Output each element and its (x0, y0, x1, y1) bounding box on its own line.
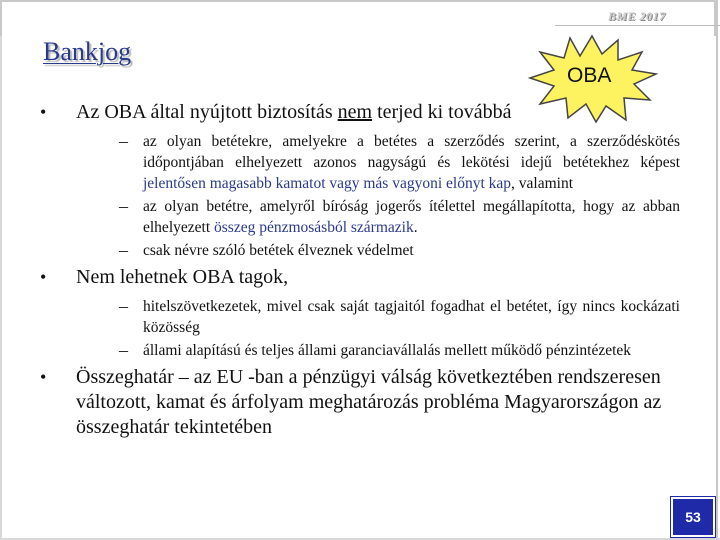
sub-bullet-item (76, 340, 680, 361)
bullet-text-end: terjed ki továbbá (372, 101, 512, 123)
sub-bullet-text: csak névre szóló betétek élveznek védelmet (143, 242, 414, 259)
sub-bullet-item (76, 131, 680, 194)
slide-title: Bankjog (43, 37, 132, 66)
slide-frame-right (716, 0, 718, 540)
sub-bullet-item (76, 240, 680, 261)
bullet-text: Összeghatár – az EU -ban a pénzügyi válság következtében rendszeresen változott, kamat és árfolyam meghatározás probléma Magyarországon az összeghatár tekintetében (76, 366, 662, 438)
sub-bullet-mark: – (119, 340, 128, 360)
bullet-mark: • (40, 102, 47, 122)
sub-bullet-text: az olyan betétre, amelyről bíróság jogerős ítélettel megállapította, hogy az abban elhelyezett (143, 198, 680, 236)
sub-bullet-list (76, 296, 680, 361)
sub-bullet-highlight: jelentősen magasabb kamatot vagy más vagyoni előnyt kap (143, 175, 512, 192)
bullet-mark: • (40, 267, 47, 287)
sub-bullet-mark: – (119, 240, 128, 260)
bullet-text: Nem lehetnek OBA tagok, (76, 266, 289, 288)
slide-frame-left (0, 0, 2, 540)
page-number-box (671, 497, 715, 537)
bullet-list (40, 100, 680, 444)
header-rule (555, 25, 720, 26)
sub-bullet-text: hitelszövetkezetek, mivel csak saját tagjaitól fogadhat el betétet, így nincs kockázati közösség (143, 298, 680, 336)
sub-bullet-mark: – (119, 296, 128, 316)
bullet-item (40, 365, 680, 440)
sub-bullet-text: állami alapítású és teljes állami garanciavállalás mellett működő pénzintézetek (143, 342, 632, 359)
sub-bullet-mark: – (119, 196, 128, 216)
header-label: BME 2017 (608, 9, 666, 23)
bullet-item (40, 265, 680, 361)
sub-bullet-text-end: , valamint (511, 175, 574, 192)
sub-bullet-highlight: összeg pénzmosásból származik (214, 219, 414, 236)
sub-bullet-text-end: . (413, 219, 418, 236)
page-number: 53 (685, 509, 701, 525)
sub-bullet-item (76, 296, 680, 338)
sub-bullet-mark: – (119, 131, 128, 151)
bullet-text: Az OBA által nyújtott biztosítás (76, 101, 338, 123)
bullet-mark: • (40, 367, 47, 387)
oba-badge-label: OBA (567, 64, 612, 87)
bullet-item (40, 100, 680, 261)
bullet-emphasis: nem (337, 101, 373, 123)
sub-bullet-text: az olyan betétekre, amelyekre a betétes a szerződés szerint, a szerződéskötés időpontjában elhelyezett azonos nagyságú és lekötési idejű betétekhez képest (143, 133, 680, 171)
sub-bullet-list (76, 131, 680, 261)
sub-bullet-item (76, 196, 680, 238)
